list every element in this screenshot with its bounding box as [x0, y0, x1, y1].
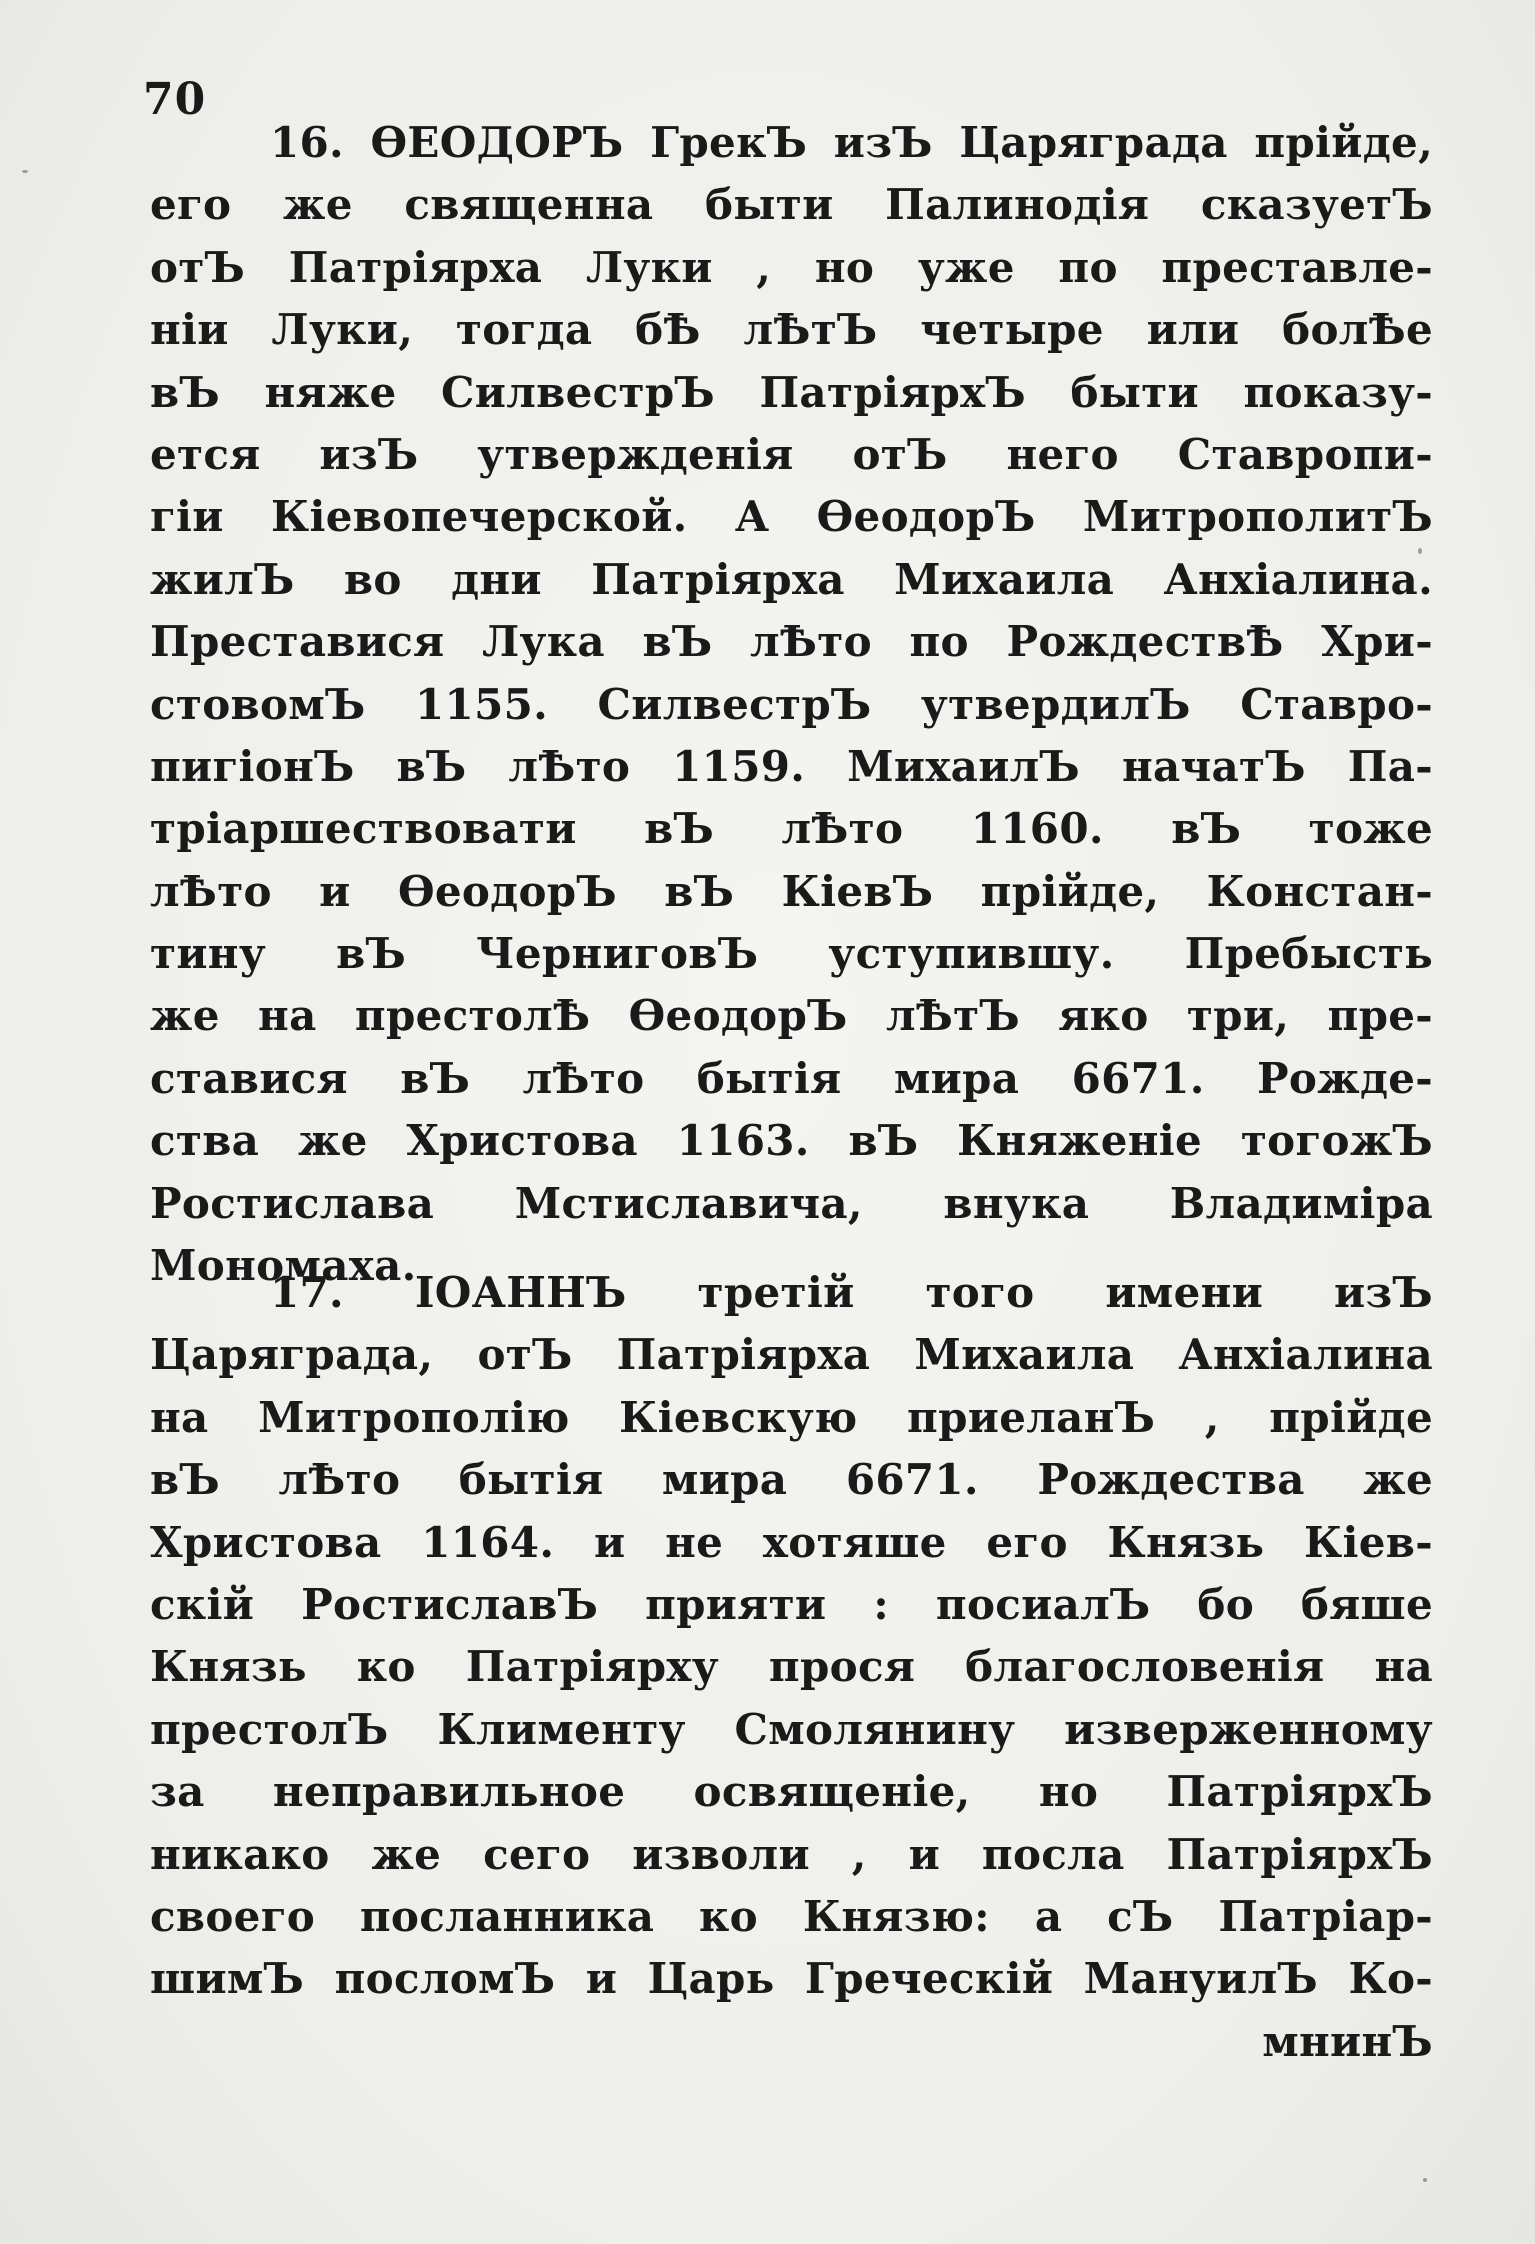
page-number: 70 [143, 74, 207, 125]
text-line: Мономаха. [150, 1241, 417, 1291]
text-line: скій РостиславЪ прияти : посиалЪ бо бяше [150, 1579, 1433, 1629]
text-line: лѢто и ѲеодорЪ вЪ КіевЪ прійде, Констан- [150, 866, 1433, 916]
text-line: отЪ Патріярха Луки , но уже по преставле- [150, 242, 1433, 292]
text-line: гіи Кіевопечерской. А ѲеодорЪ МитрополитЪ [150, 492, 1433, 542]
ink-speck [1418, 548, 1422, 554]
text-line: его же священна быти Палинодія сказуетЪ [150, 180, 1433, 230]
ink-speck [22, 170, 28, 173]
text-line: же на престолѢ ѲеодорЪ лѢтЪ яко три, пре- [150, 991, 1433, 1041]
text-line: Ростислава Мстиславича, внука Владиміра [150, 1178, 1433, 1228]
text-line: вЪ лѢто бытія мира 6671. Рождества же [150, 1455, 1433, 1505]
text-line: своего посланника ко Князю: а сЪ Патріар- [150, 1891, 1433, 1941]
ink-speck [1423, 2178, 1427, 2182]
text-line: тріаршествовати вЪ лѢто 1160. вЪ тоже [150, 804, 1433, 854]
text-line: ніи Луки, тогда бѢ лѢтЪ четыре или болѢе [150, 305, 1433, 355]
text-line: Князь ко Патріярху прося благословенія на [150, 1642, 1433, 1692]
section-17-paragraph [150, 1262, 1433, 2073]
text-line: тину вЪ ЧерниговЪ уступившу. Пребысть [150, 929, 1433, 979]
text-line: Преставися Лука вЪ лѢто по РождествѢ Хри- [150, 617, 1433, 667]
text-line: шимЪ посломЪ и Царь Греческій МануилЪ Ко- [150, 1954, 1433, 2004]
catchword: мнинЪ [1262, 2016, 1433, 2066]
text-line: стовомЪ 1155. СилвестрЪ утвердилЪ Ставро- [150, 679, 1433, 729]
text-line: Царяграда, отЪ Патріярха Михаила Анхіалина [150, 1330, 1433, 1380]
text-line: жилЪ во дни Патріярха Михаила Анхіалина. [150, 554, 1433, 604]
text-line: 16. ѲЕОДОРЪ ГрекЪ изЪ Царяграда прійде, [270, 118, 1433, 167]
text-line: пигіонЪ вЪ лѢто 1159. МихаилЪ начатЪ Па- [150, 741, 1433, 791]
section-16-paragraph [150, 112, 1433, 1297]
text-line: ства же Христова 1163. вЪ Княженіе тогожЪ [150, 1116, 1433, 1166]
text-line: вЪ няже СилвестрЪ ПатріярхЪ быти показу- [150, 367, 1433, 417]
text-line: престолЪ Клименту Смолянину изверженному [150, 1704, 1433, 1754]
text-line: Христова 1164. и не хотяше его Князь Кіев- [150, 1517, 1433, 1567]
text-line: за неправильное освященіе, но ПатріярхЪ [150, 1767, 1433, 1817]
text-line: 17. ІОАННЪ третій того имени изЪ [270, 1268, 1433, 1317]
text-line: никако же сего изволи , и посла ПатріярхЪ [150, 1829, 1433, 1879]
text-line: ется изЪ утвержденія отЪ него Ставропи- [150, 429, 1433, 479]
text-line: ставися вЪ лѢто бытія мира 6671. Рожде- [150, 1053, 1433, 1103]
text-line: на Митрополію Кіевскую приеланЪ , прійде [150, 1392, 1433, 1442]
